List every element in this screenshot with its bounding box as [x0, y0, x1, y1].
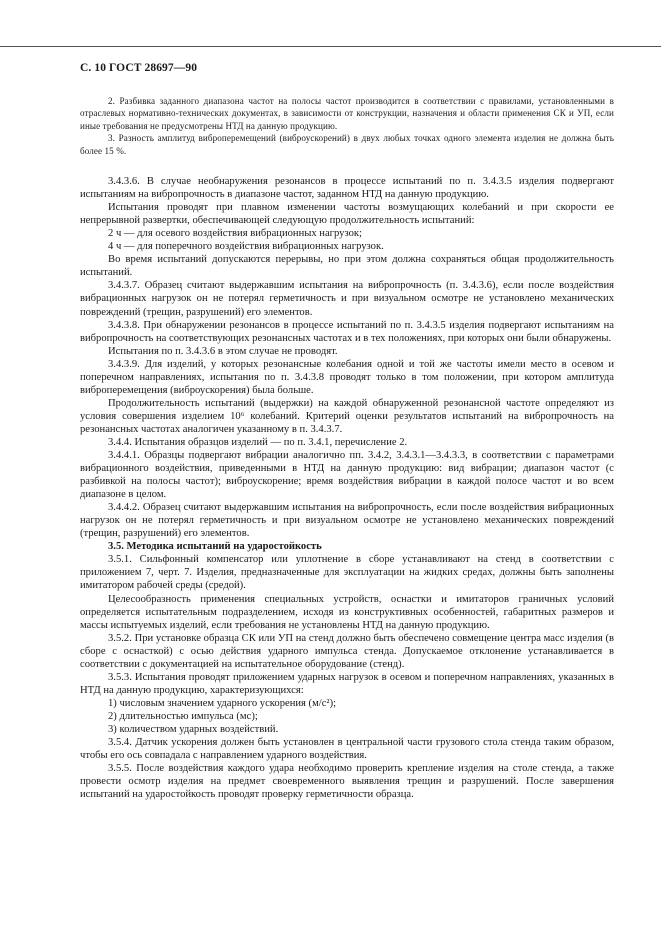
paragraph: 3.5.5. После воздействия каждого удара необходимо проверить крепление изделия на столе стенда, а также провести осмотр изделия на предмет своевременного выявления трещин и разрушений. После завершения испытаний на ударостойкость проводят проверку герметичности образца. — [80, 763, 614, 801]
main-text — [80, 175, 614, 801]
paragraph: 3.5.4. Датчик ускорения должен быть установлен в центральной части грузового стола стенда таким образом, чтобы его ось совпадала с направлением ударного воздействия. — [80, 737, 614, 762]
paragraph: 3.5.3. Испытания проводят приложением ударных нагрузок в осевом и поперечном направлениях, указанных в НТД на данную продукцию, характеризующихся: — [80, 671, 614, 696]
note-3: 3. Разность амплитуд виброперемещений (виброускорений) в двух любых точках одного элемента изделия не должна быть более 15 %. — [80, 133, 614, 156]
notes-block — [80, 95, 614, 157]
page-header: С. 10 ГОСТ 28697—90 — [80, 62, 198, 74]
paragraph: 3.4.3.6. В случае необнаружения резонансов в процессе испытаний по п. 3.4.3.5 изделия подвергают испытаниям на вибропрочность в диапазоне частот, заданном НТД на данную продукцию. — [80, 176, 614, 201]
list-item: 3) количеством ударных воздействий. — [108, 724, 279, 735]
paragraph: Во время испытаний допускаются перерывы, но при этом должна сохраняться общая продолжительность испытаний. — [80, 254, 614, 279]
paragraph: 3.5.1. Сильфонный компенсатор или уплотнение в сборе устанавливают на стенд в соответствии с приложением 7, черт. 7. Изделия, предназначенные для эксплуатации на жидких средах, должны быть заполнены имитатором рабочей среды (средой). — [80, 554, 614, 592]
paragraph: 3.4.3.7. Образец считают выдержавшим испытания на вибропрочность (п. 3.4.3.6), если после воздействия вибрационных нагрузок он не потерял герметичность и при визуальном осмотре не установлено механических повреждений (трещин, разрушений) его элементов. — [80, 280, 614, 318]
paragraph: Продолжительность испытаний (выдержки) на каждой обнаруженной резонансной частоте определяют из условия совершения изделием 10⁶ колебаний. Критерий оценки результатов испытаний на вибропрочность на резонансных частотах аналогичен указанному в п. 3.4.3.7. — [80, 397, 614, 435]
paragraph: 3.4.3.9. Для изделий, у которых резонансные колебания одной и той же частоты имели место в осевом и поперечном направлениях, испытания по п. 3.4.3.8 проводят только в том положении, при котором амплитуда виброперемещения (виброускорения) была больше. — [80, 358, 614, 396]
paragraph: Испытания проводят при плавном изменении частоты возмущающих колебаний и при скорости ее непрерывной развертки, обеспечивающей следующую продолжительность испытаний: — [80, 202, 614, 227]
paragraph: Испытания по п. 3.4.3.6 в этом случае не проводят. — [108, 345, 338, 357]
list-item: 4 ч — для поперечного воздействия вибрационных нагрузок. — [108, 241, 384, 253]
list-item: 2 ч — для осевого воздействия вибрационных нагрузок; — [108, 228, 362, 240]
list-item: 2) длительностью импульса (мс); — [108, 710, 258, 722]
note-2: 2. Разбивка заданного диапазона частот на полосы частот производится в соответствии с правилами, установленными в отраслевых нормативно-технических документах, в зависимости от конструкции, назначения и области применения СК и УП, если иные требования не предусмотрены НТД на данную продукцию. — [80, 96, 614, 131]
page-content — [80, 95, 614, 801]
paragraph: 3.4.3.8. При обнаружении резонансов в процессе испытаний по п. 3.4.3.5 изделия подвергают испытаниям на вибропрочность на соответствующих резонансных частотах и в тех положениях, при которых они были обнаружены. — [80, 319, 614, 344]
section-heading: 3.5. Методика испытаний на ударостойкость — [108, 541, 322, 553]
paragraph: 3.4.4.2. Образец считают выдержавшим испытания на вибропрочность, если после воздействия вибрационных нагрузок он не потерял герметичность и при визуальном осмотре не установлено механических повреждений (трещин, разрушений) его элементов. — [80, 502, 614, 540]
top-rule — [0, 0, 661, 47]
list-item: 1) числовым значением ударного ускорения (м/с²); — [108, 697, 337, 709]
paragraph: 3.5.2. При установке образца СК или УП на стенд должно быть обеспечено совмещение центра масс изделия (в сборе с оснасткой) с осью действия ударного импульса стенда. Допускаемое отклонение устанавливается в соответствии с документацией на испытательное оборудование (стенд). — [80, 632, 614, 670]
paragraph: 3.4.4. Испытания образцов изделий — по п. 3.4.1, перечисление 2. — [108, 436, 408, 448]
paragraph: 3.4.4.1. Образцы подвергают вибрации аналогично пп. 3.4.2, 3.4.3.1—3.4.3.3, в соответствии с параметрами вибрационного воздействия, приведенными в НТД на данную продукцию: вид вибрации; диапазон частот (с разбивкой на полосы частот); виброускорение; время воздействия вибрации в каждой полосе частот и во всем диапазоне в целом. — [80, 450, 614, 501]
paragraph: Целесообразность применения специальных устройств, оснастки и имитаторов граничных условий определяется испытательным подразделением, исходя из конструктивных особенностей, габаритных размеров и массы испытуемых изделий, если требования не установлены НТД на данную продукцию. — [80, 593, 614, 631]
